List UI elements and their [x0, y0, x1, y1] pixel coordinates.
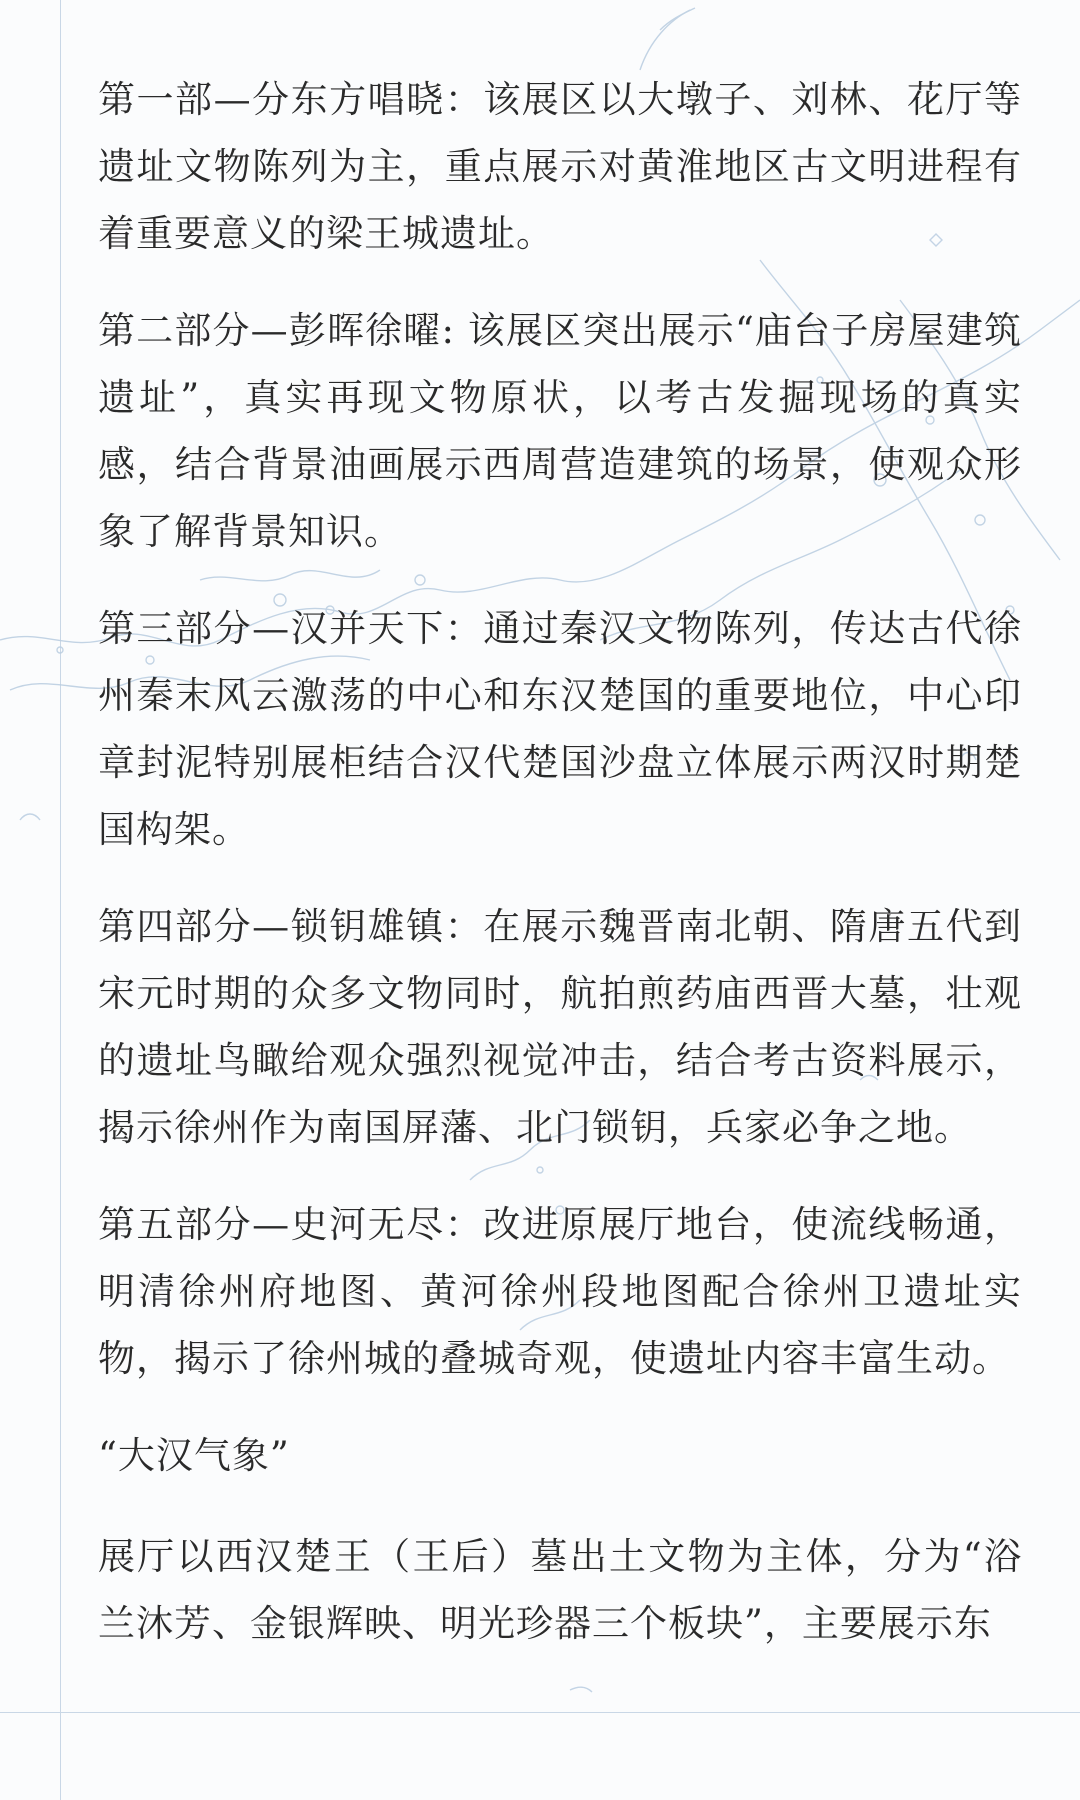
section-paragraph-3: 第三部分—汉并天下：通过秦汉文物陈列，传达古代徐州秦末风云激荡的中心和东汉楚国的重要地位，中心印章封泥特别展柜结合汉代楚国沙盘立体展示两汉时期楚国构架。: [98, 607, 1022, 851]
section-paragraph-1: 第一部—分东方唱晓：该展区以大墩子、刘林、花厅等遗址文物陈列为主，重点展示对黄淮地区古文明进程有着重要意义的梁王城遗址。: [98, 78, 1022, 255]
exhibit-hall-paragraph: 展厅以西汉楚王（王后）墓出土文物为主体，分为“浴兰沐芳、金银辉映、明光珍器三个板块”，主要展示东: [98, 1535, 1022, 1645]
exhibit-hall-heading: “大汉气象”: [98, 1434, 290, 1477]
section-paragraph-2: 第二部分—彭晖徐曜: 该展区突出展示“庙台子房屋建筑遗址”，真实再现文物原状，以考古发掘现场的真实感，结合背景油画展示西周营造建筑的场景，使观众形象了解背景知识。: [98, 309, 1022, 553]
bottom-rule: [0, 1712, 1080, 1713]
section-paragraph-4: 第四部分—锁钥雄镇：在展示魏晋南北朝、隋唐五代到宋元时期的众多文物同时，航拍煎药庙西晋大墓，壮观的遗址鸟瞰给观众强烈视觉冲击，结合考古资料展示，揭示徐州作为南国屏藩、北门锁钥，兵家必争之地。: [98, 905, 1022, 1149]
article-body: [98, 66, 1022, 1687]
margin-rule: [60, 0, 61, 1800]
section-paragraph-5: 第五部分—史河无尽：改进原展厅地台，使流线畅通，明清徐州府地图、黄河徐州段地图配合徐州卫遗址实物，揭示了徐州城的叠城奇观，使遗址内容丰富生动。: [98, 1203, 1022, 1380]
